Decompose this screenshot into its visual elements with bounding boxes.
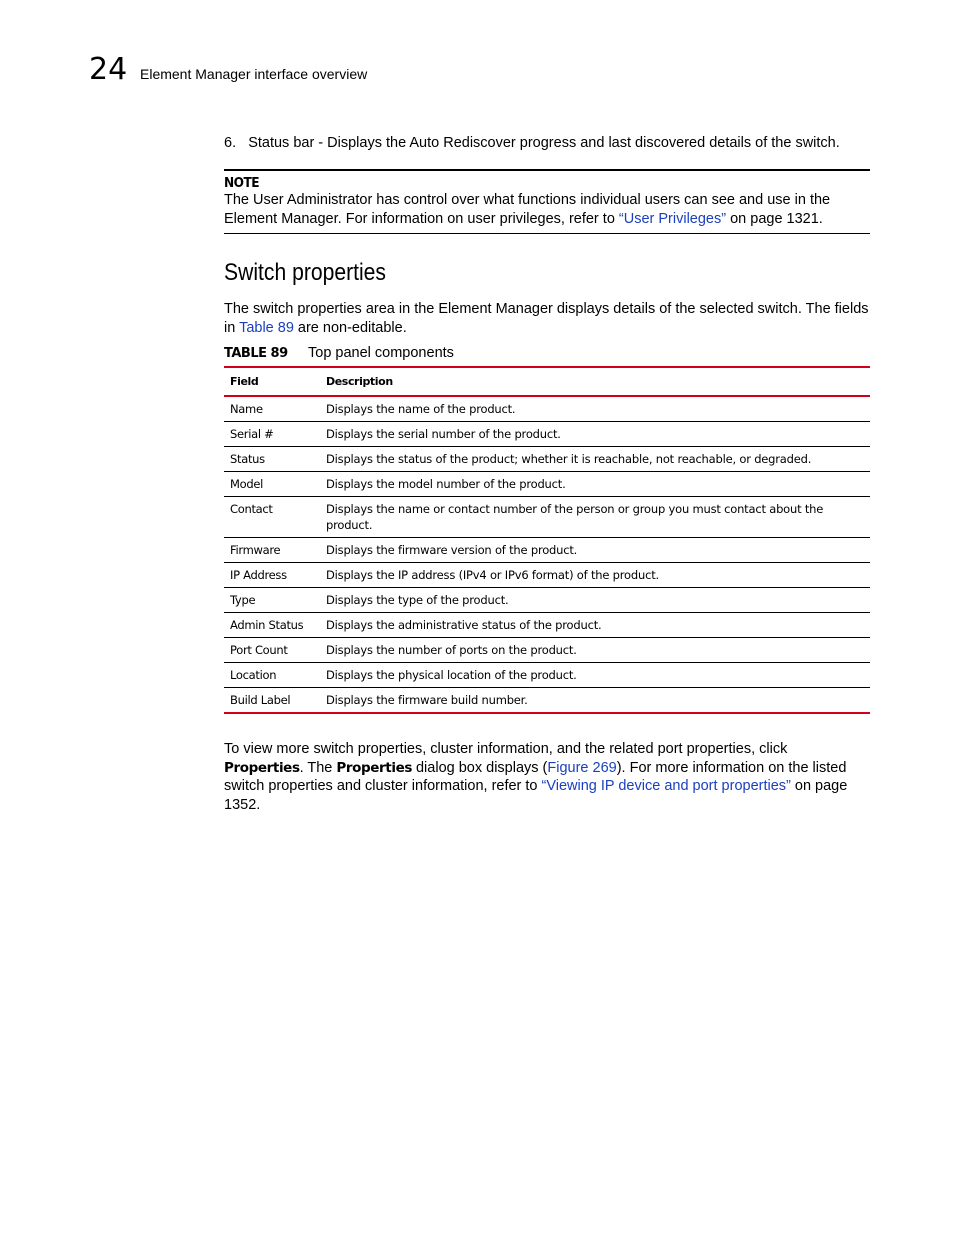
note-text (224, 191, 870, 228)
table-body (224, 396, 870, 713)
section-heading: Switch properties (224, 259, 386, 286)
table-cell-description: Displays the administrative status of the product. (320, 613, 870, 638)
table-cell-description: Displays the firmware version of the product. (320, 538, 870, 563)
table-cell-field: Status (224, 447, 320, 472)
table-row (224, 447, 870, 472)
table-cell-description: Displays the serial number of the product. (320, 422, 870, 447)
table-caption (224, 344, 870, 363)
note-text-part: The User Administrator has control over what functions individual users can see and use in the Element Manager. For information on user privileges, refer to (224, 192, 831, 227)
table-cell-description: Displays the model number of the product. (320, 472, 870, 497)
table-cell-field: Name (224, 396, 320, 422)
table-cell-field: Port Count (224, 638, 320, 663)
table-row (224, 663, 870, 688)
table-cell-field: Firmware (224, 538, 320, 563)
properties-dialog-label: Properties (336, 759, 412, 776)
table-cell-description: Displays the number of ports on the product. (320, 638, 870, 663)
table-row (224, 688, 870, 714)
table-cell-field: Model (224, 472, 320, 497)
table-cell-field: Build Label (224, 688, 320, 714)
table-row (224, 613, 870, 638)
table-row (224, 396, 870, 422)
closing-text: To view more switch properties, cluster information, and the related port properties, click (224, 741, 788, 757)
table-cell-description: Displays the name or contact number of the person or group you must contact about the product. (320, 497, 870, 538)
column-header-field: Field (230, 375, 259, 388)
table-caption-label: TABLE 89 (224, 346, 288, 361)
table-row (224, 563, 870, 588)
closing-text: on page 1352. (224, 778, 848, 813)
table-cell-field: Location (224, 663, 320, 688)
table-cell-field: IP Address (224, 563, 320, 588)
table-caption-title: Top panel components (308, 345, 454, 361)
table-header-row (224, 367, 870, 396)
table-row (224, 422, 870, 447)
table-cell-field: Contact (224, 497, 320, 538)
table-cell-description: Displays the firmware build number. (320, 688, 870, 714)
viewing-ip-device-link[interactable]: “Viewing IP device and port properties” (541, 778, 791, 794)
table-cell-field: Admin Status (224, 613, 320, 638)
closing-paragraph (224, 740, 870, 814)
step-number: 6. (224, 135, 237, 151)
chapter-number: 24 (89, 52, 128, 87)
closing-text: dialog box displays ( (411, 759, 548, 776)
table-cell-description: Displays the status of the product; whether it is reachable, not reachable, or degraded. (320, 447, 870, 472)
properties-ui-label: Properties (224, 759, 300, 776)
table-cell-description: Displays the name of the product. (320, 396, 870, 422)
note-box (224, 169, 870, 234)
note-text-part: on page 1321. (726, 210, 823, 227)
table-row (224, 472, 870, 497)
table-cell-field: Serial # (224, 422, 320, 447)
table-row (224, 638, 870, 663)
table-cell-description: Displays the physical location of the product. (320, 663, 870, 688)
table-row (224, 538, 870, 563)
table-row (224, 497, 870, 538)
closing-text: ). For more information on the listed switch properties and cluster information, refer to (224, 759, 847, 794)
closing-text: . The (299, 759, 337, 776)
top-panel-components-table (224, 366, 870, 714)
note-label: NOTE (224, 175, 260, 191)
intro-text: The switch properties area in the Element Manager displays details of the selected switch. The fields in (224, 301, 869, 336)
chapter-title: Element Manager interface overview (140, 66, 368, 82)
figure-269-link[interactable]: Figure 269 (547, 759, 617, 776)
table-container (224, 366, 870, 714)
table-89-link[interactable]: Table 89 (239, 319, 294, 336)
table-cell-description: Displays the IP address (IPv4 or IPv6 format) of the product. (320, 563, 870, 588)
table-row (224, 588, 870, 613)
step-text: Status bar - Displays the Auto Rediscover progress and last discovered details of the switch. (248, 135, 840, 151)
user-privileges-link[interactable]: “User Privileges” (618, 210, 727, 227)
table-cell-field: Type (224, 588, 320, 613)
column-header-description: Description (326, 375, 393, 388)
section-intro (224, 300, 870, 337)
intro-text: are non-editable. (293, 319, 407, 336)
table-cell-description: Displays the type of the product. (320, 588, 870, 613)
step-item (224, 134, 870, 153)
